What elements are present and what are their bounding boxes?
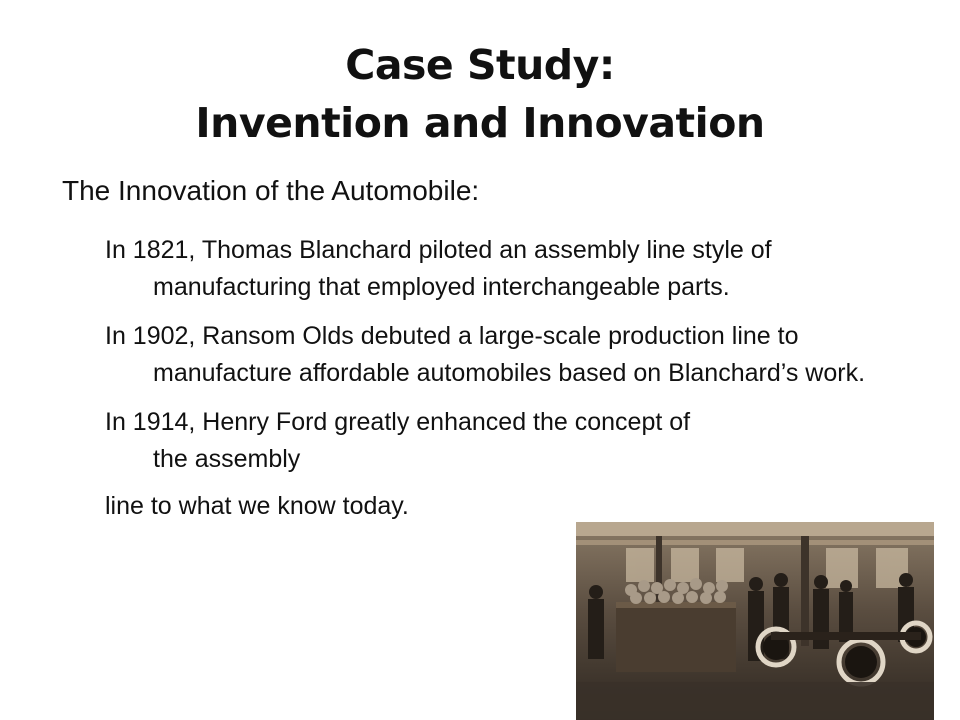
title-line-2: Invention and Innovation bbox=[195, 99, 765, 147]
subheading: The Innovation of the Automobile: bbox=[62, 175, 480, 206]
bullet-1902: In 1902, Ransom Olds debuted a large-scale production line to manufacture affordable automobiles based on Blanchard’s work. bbox=[105, 322, 866, 387]
bullet-1914 bbox=[105, 404, 693, 525]
slide-title bbox=[0, 36, 960, 152]
bullet-1914-part2: line to what we know today. bbox=[105, 492, 409, 520]
bullet-list bbox=[105, 232, 905, 537]
factory-assembly-line-photo bbox=[576, 522, 934, 720]
bullet-1821: In 1821, Thomas Blanchard piloted an assembly line style of manufacturing that employed interchangeable parts. bbox=[105, 236, 772, 301]
title-line-1: Case Study: bbox=[345, 41, 615, 89]
bullet-1914-part1: In 1914, Henry Ford greatly enhanced the concept of the assembly bbox=[105, 408, 691, 473]
